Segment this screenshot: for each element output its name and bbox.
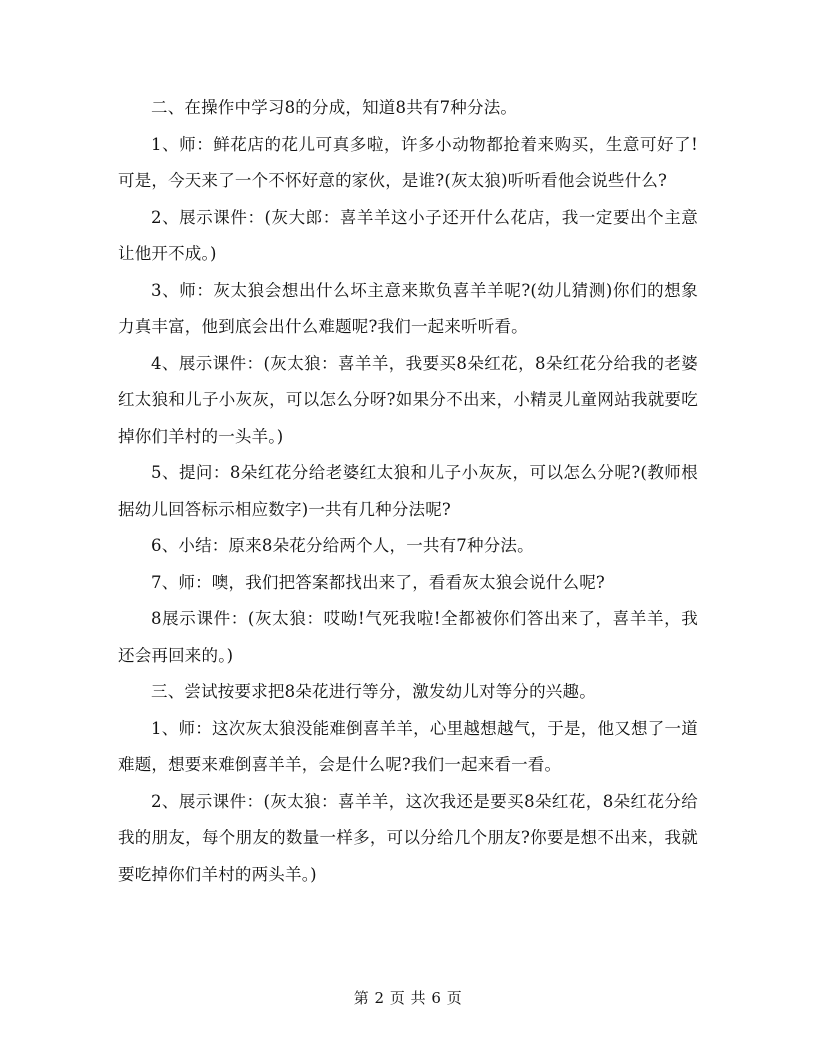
page-body bbox=[118, 90, 698, 893]
paragraph-item-5: 5、提问：8朵红花分给老婆红太狼和儿子小灰灰，可以怎么分呢?(教师根据幼儿回答标示相应数字)一共有几种分法呢? bbox=[118, 463, 698, 519]
paragraph-section-three-item-2: 2、展示课件：(灰太狼：喜羊羊，这次我还是要买8朵红花，8朵红花分给我的朋友，每个朋友的数量一样多，可以分给几个朋友?你要是想不出来，我就要吃掉你们羊村的两头羊。) bbox=[118, 791, 698, 884]
page-number-footer: 第 2 页 共 6 页 bbox=[353, 989, 463, 1007]
paragraph-item-6: 6、小结：原来8朵花分给两个人，一共有7种分法。 bbox=[151, 536, 534, 555]
paragraph-item-4: 4、展示课件：(灰太狼：喜羊羊，我要买8朵红花，8朵红花分给我的老婆红太狼和儿子小灰灰，可以怎么分呀?如果分不出来，小精灵儿童网站我就要吃掉你们羊村的一头羊。) bbox=[118, 353, 698, 446]
paragraph-section-three-item-1: 1、师：这次灰太狼没能难倒喜羊羊，心里越想越气，于是，他又想了一道难题，想要来难倒喜羊羊，会是什么呢?我们一起来看一看。 bbox=[118, 718, 698, 774]
paragraph-item-7: 7、师：噢，我们把答案都找出来了，看看灰太狼会说什么呢? bbox=[151, 572, 605, 592]
paragraph-item-3: 3、师：灰太狼会想出什么坏主意来欺负喜羊羊呢?(幼儿猜测)你们的想象力真丰富，他到底会出什么难题呢?我们一起来听听看。 bbox=[118, 280, 698, 336]
paragraph-section-three-heading: 三、尝试按要求把8朵花进行等分，激发幼儿对等分的兴趣。 bbox=[151, 682, 596, 701]
paragraph-section-two-heading: 二、在操作中学习8的分成，知道8共有7种分法。 bbox=[151, 98, 518, 117]
paragraph-item-2: 2、展示课件：(灰大郎：喜羊羊这小子还开什么花店，我一定要出个主意让他开不成。) bbox=[118, 207, 698, 263]
paragraph-item-1: 1、师：鲜花店的花儿可真多啦，许多小动物都抢着来购买，生意可好了!可是，今天来了一个不怀好意的家伙，是谁?(灰太狼)听听看他会说些什么? bbox=[118, 134, 698, 190]
paragraph-item-8: 8展示课件：(灰太狼：哎呦!气死我啦!全都被你们答出来了，喜羊羊，我还会再回来的。) bbox=[118, 609, 698, 665]
